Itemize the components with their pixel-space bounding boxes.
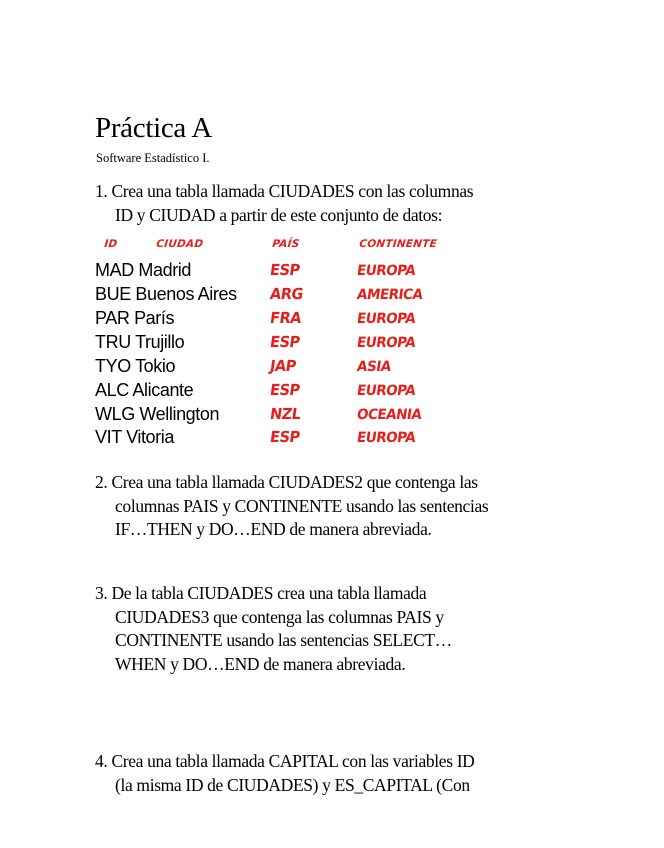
table-row: [95, 258, 535, 282]
continente-cell: EUROPA: [355, 382, 417, 400]
pais-cell: ARG: [268, 286, 304, 304]
table-row: [95, 378, 535, 402]
city-cell: TYO Tokio: [95, 356, 176, 376]
pais-cell: ESP: [268, 429, 301, 447]
page-title: Práctica A: [95, 112, 212, 144]
question-4: [95, 750, 565, 797]
table-row: [95, 402, 535, 426]
question-1-line-1: 1. Crea una tabla llamada CIUDADES con las columnas: [95, 181, 474, 201]
question-2-line-1: 2. Crea una tabla llamada CIUDADES2 que contenga las: [95, 472, 478, 492]
table-row: [95, 425, 535, 449]
city-cell: PAR París: [95, 308, 175, 328]
pais-cell: ESP: [268, 262, 301, 280]
question-3-line-2: CIUDADES3 que contenga las columnas PAIS y: [115, 606, 444, 627]
question-3-line-4: WHEN y DO…END de manera abreviada.: [115, 653, 406, 674]
question-3-line-1: 3. De la tabla CIUDADES crea una tabla llamada: [95, 583, 427, 603]
continente-cell: EUROPA: [355, 334, 417, 352]
question-3-line-3: CONTINENTE usando las sentencias SELECT…: [115, 630, 452, 650]
continente-cell: EUROPA: [355, 429, 417, 447]
header-ciudad: CIUDAD: [155, 238, 204, 250]
continente-cell: EUROPA: [355, 262, 417, 280]
question-4-line-1: 4. Crea una tabla llamada CAPITAL con las variables ID: [95, 751, 475, 771]
continente-cell: AMERICA: [355, 286, 424, 304]
pais-cell: FRA: [268, 310, 302, 328]
question-1-line-2: ID y CIUDAD a partir de este conjunto de datos:: [115, 204, 443, 225]
city-cell: ALC Alicante: [95, 380, 194, 400]
table-row: [95, 354, 535, 378]
header-id: ID: [103, 238, 118, 250]
pais-cell: ESP: [268, 334, 301, 352]
table-row: [95, 306, 535, 330]
page-subtitle: Software Estadístico I.: [96, 151, 210, 165]
city-cell: WLG Wellington: [95, 404, 220, 424]
city-cell: TRU Trujillo: [95, 332, 185, 352]
continente-cell: OCEANIA: [355, 406, 423, 424]
continente-cell: EUROPA: [355, 310, 417, 328]
question-3: [95, 582, 565, 676]
header-continente: CONTINENTE: [358, 238, 438, 250]
table-row: [95, 330, 535, 354]
header-pais: PAÍS: [271, 238, 301, 250]
pais-cell: ESP: [268, 382, 301, 400]
city-cell: MAD Madrid: [95, 260, 192, 280]
question-2: [95, 471, 565, 542]
question-2-line-2: columnas PAIS y CONTINENTE usando las sentencias: [115, 495, 489, 516]
question-1: [95, 180, 565, 227]
pais-cell: JAP: [268, 358, 297, 376]
question-4-line-2: (la misma ID de CIUDADES) y ES_CAPITAL (Con: [115, 774, 470, 795]
continente-cell: ASIA: [355, 358, 392, 376]
city-cell: VIT Vitoria: [95, 427, 174, 447]
pais-cell: NZL: [268, 406, 302, 424]
table-row: [95, 282, 535, 306]
question-2-line-3: IF…THEN y DO…END de manera abreviada.: [115, 519, 432, 539]
city-cell: BUE Buenos Aires: [95, 284, 237, 304]
